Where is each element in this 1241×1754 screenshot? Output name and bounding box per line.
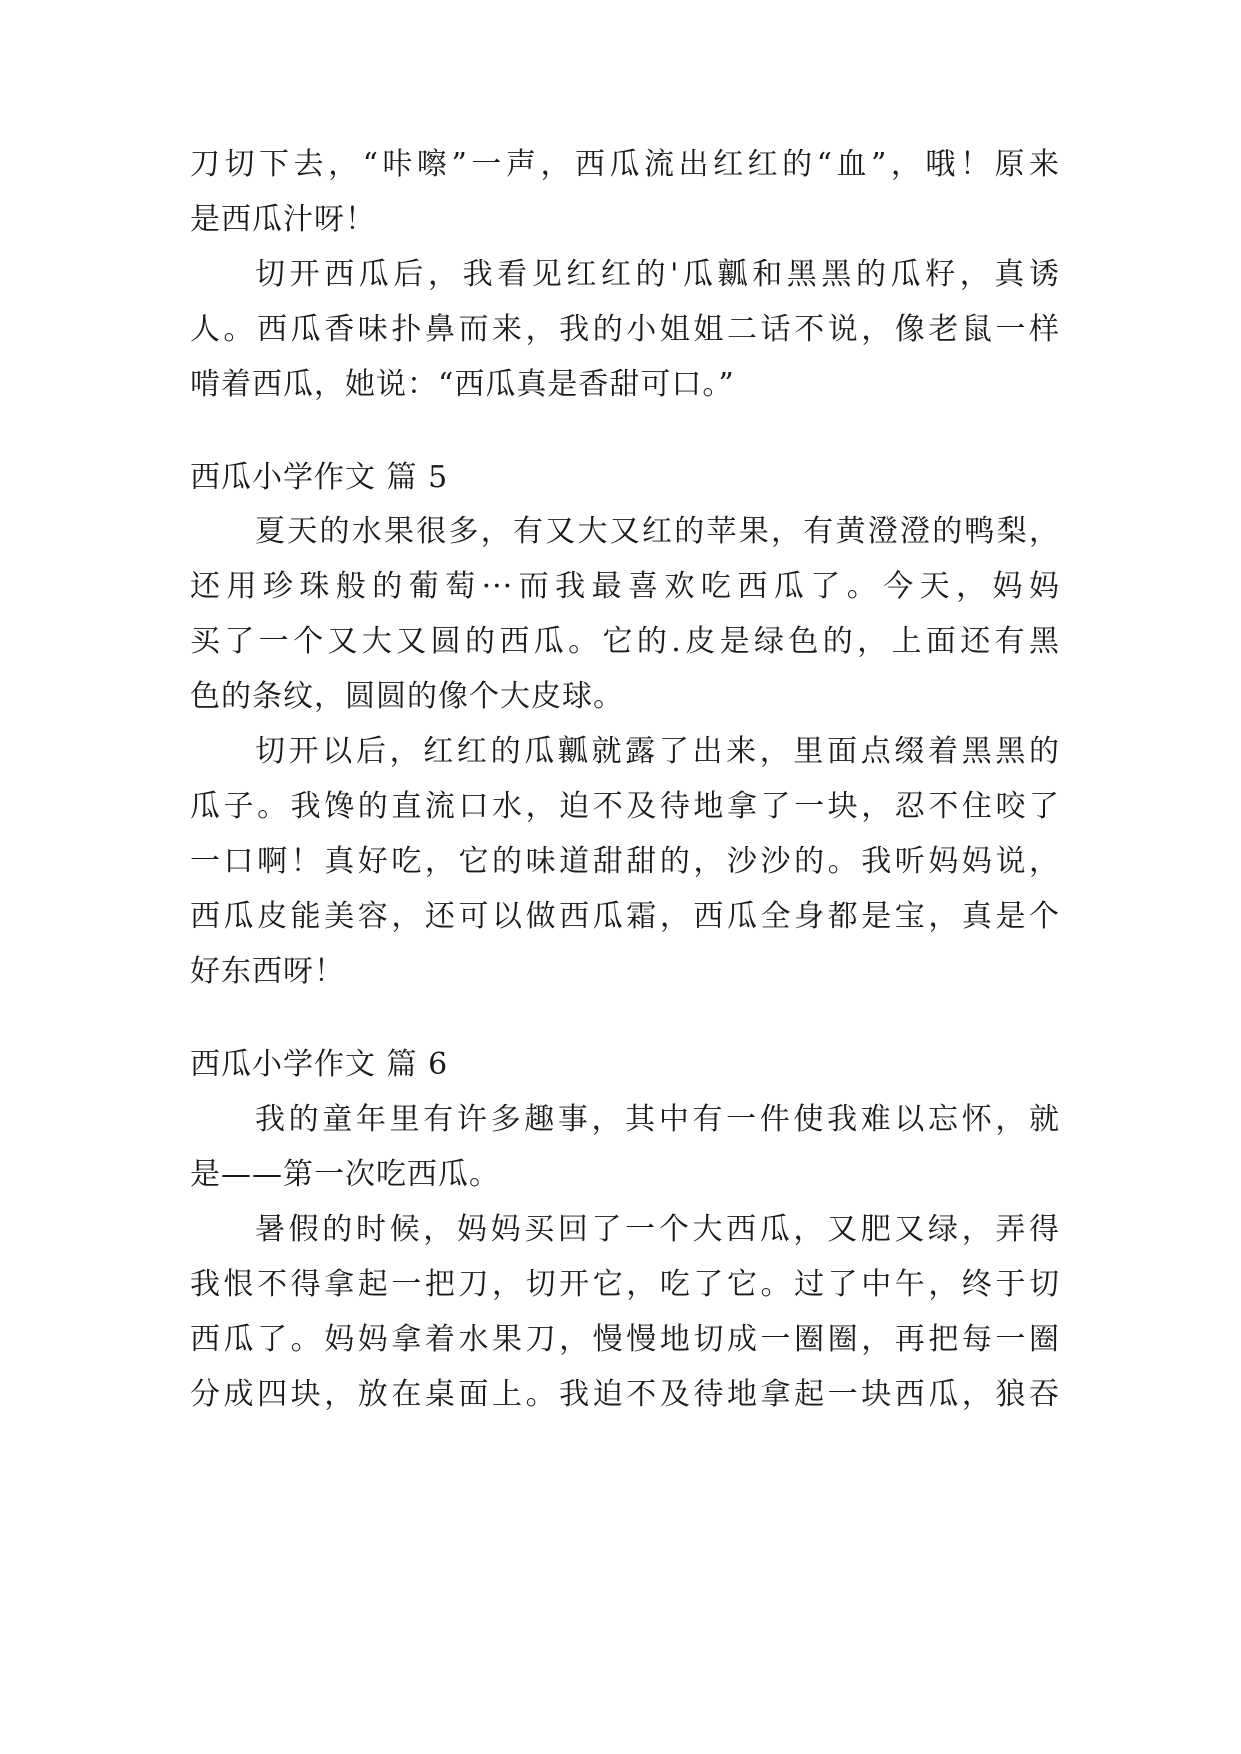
section-heading: 西瓜小学作文 篇 5 [190,460,449,495]
section-heading: 西瓜小学作文 篇 6 [190,1047,449,1082]
text-line: 切开西瓜后，我看见红红的'瓜瓤和黑黑的瓜籽，真诱 [255,257,1060,292]
text-line: 刀切下去，“咔嚓”一声，西瓜流出红红的“血”，哦！原来 [190,147,1060,182]
text-line: 人。西瓜香味扑鼻而来，我的小姐姐二话不说，像老鼠一样 [190,312,1060,347]
text-line: 啃着西瓜，她说：“西瓜真是香甜可口。” [190,367,735,402]
text-line: 我的童年里有许多趣事，其中有一件使我难以忘怀，就 [255,1102,1060,1137]
text-line: 西瓜了。妈妈拿着水果刀，慢慢地切成一圈圈，再把每一圈 [190,1322,1060,1357]
text-line: 一口啊！真好吃，它的味道甜甜的，沙沙的。我听妈妈说， [190,844,1060,879]
text-line: 瓜子。我馋的直流口水，迫不及待地拿了一块，忍不住咬了 [190,789,1060,824]
text-line: 分成四块，放在桌面上。我迫不及待地拿起一块西瓜，狼吞 [190,1377,1060,1412]
text-line: 是西瓜汁呀！ [190,202,376,237]
text-line: 夏天的水果很多，有又大又红的苹果，有黄澄澄的鸭梨， [255,514,1060,549]
text-line: 我恨不得拿起一把刀，切开它，吃了它。过了中午，终于切 [190,1267,1060,1302]
text-line: 西瓜皮能美容，还可以做西瓜霜，西瓜全身都是宝，真是个 [190,899,1060,934]
text-line: 是——第一次吃西瓜。 [190,1157,500,1192]
text-line: 还用珍珠般的葡萄···而我最喜欢吃西瓜了。今天，妈妈 [190,569,1060,604]
text-line: 切开以后，红红的瓜瓤就露了出来，里面点缀着黑黑的 [255,734,1060,769]
text-line: 买了一个又大又圆的西瓜。它的.皮是绿色的，上面还有黑 [190,624,1060,659]
text-line: 好东西呀！ [190,954,345,989]
text-line: 暑假的时候，妈妈买回了一个大西瓜，又肥又绿，弄得 [255,1212,1060,1247]
text-line: 色的条纹，圆圆的像个大皮球。 [190,679,624,714]
